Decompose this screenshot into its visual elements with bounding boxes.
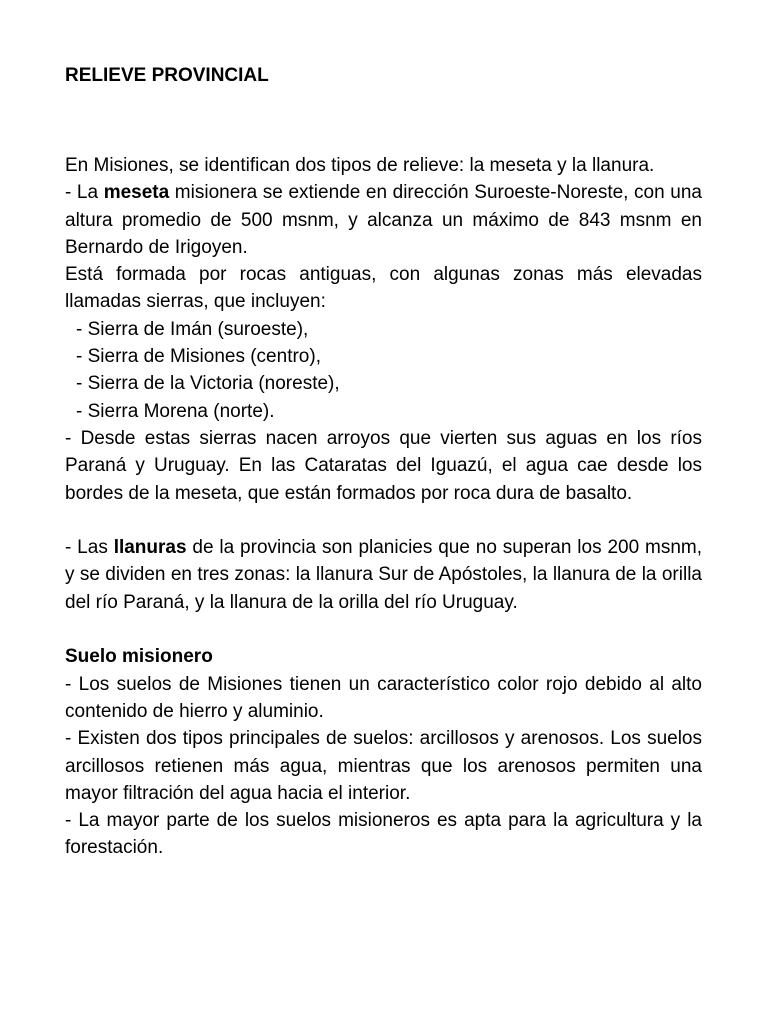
suelo-item: - Existen dos tipos principales de suelos: arcillosos y arenosos. Los suelos arcillosos retienen más agua, mientras que los arenosos permiten una mayor filtración del agua hacia el interior. — [65, 728, 702, 804]
llanuras-text: de la provincia son planicies que no superan los 200 msnm, y se dividen en tres zonas: la llanura Sur de Apóstoles, la llanura de la orilla del río Paraná, y la llanura de la orilla del río Uruguay. — [65, 537, 702, 613]
intro-paragraph: En Misiones, se identifican dos tipos de relieve: la meseta y la llanura. — [65, 155, 655, 176]
spacer — [65, 507, 702, 534]
suelo-heading: Suelo misionero — [65, 646, 213, 668]
meseta-text: misionera se extiende en dirección Suroeste-Noreste, con una altura promedio de 500 msnm, y alcanza un máximo de 843 msnm en Bernardo de Irigoyen. — [65, 182, 702, 258]
sierra-item: - Sierra de Imán (suroeste), — [76, 318, 309, 340]
sierra-item: - Sierra Morena (norte). — [76, 400, 275, 422]
document-title: RELIEVE PROVINCIAL — [65, 65, 269, 86]
rocks-paragraph: Está formada por rocas antiguas, con algunas zonas más elevadas llamadas sierras, que incluyen: — [65, 264, 702, 313]
sierra-item: - Sierra de Misiones (centro), — [76, 346, 321, 368]
suelo-item: - Los suelos de Misiones tienen un característico color rojo debido al alto contenido de hierro y aluminio. — [65, 673, 702, 722]
spacer — [65, 616, 702, 643]
suelo-item: - La mayor parte de los suelos misioneros es apta para la agricultura y la forestación. — [65, 810, 702, 859]
meseta-paragraph — [65, 179, 702, 261]
meseta-term: meseta — [103, 182, 170, 204]
arroyos-paragraph: - Desde estas sierras nacen arroyos que vierten sus aguas en los ríos Paraná y Uruguay. En las Cataratas del Iguazú, el agua cae desde los bordes de la meseta, que están formados por roca dura de basalto. — [65, 427, 702, 504]
llanuras-term: llanuras — [113, 537, 187, 559]
llanuras-paragraph — [65, 534, 702, 616]
meseta-prefix: - La — [65, 182, 104, 204]
document-page — [65, 62, 702, 862]
sierra-item: - Sierra de la Victoria (noreste), — [76, 373, 340, 395]
llanuras-prefix: - Las — [65, 537, 114, 559]
